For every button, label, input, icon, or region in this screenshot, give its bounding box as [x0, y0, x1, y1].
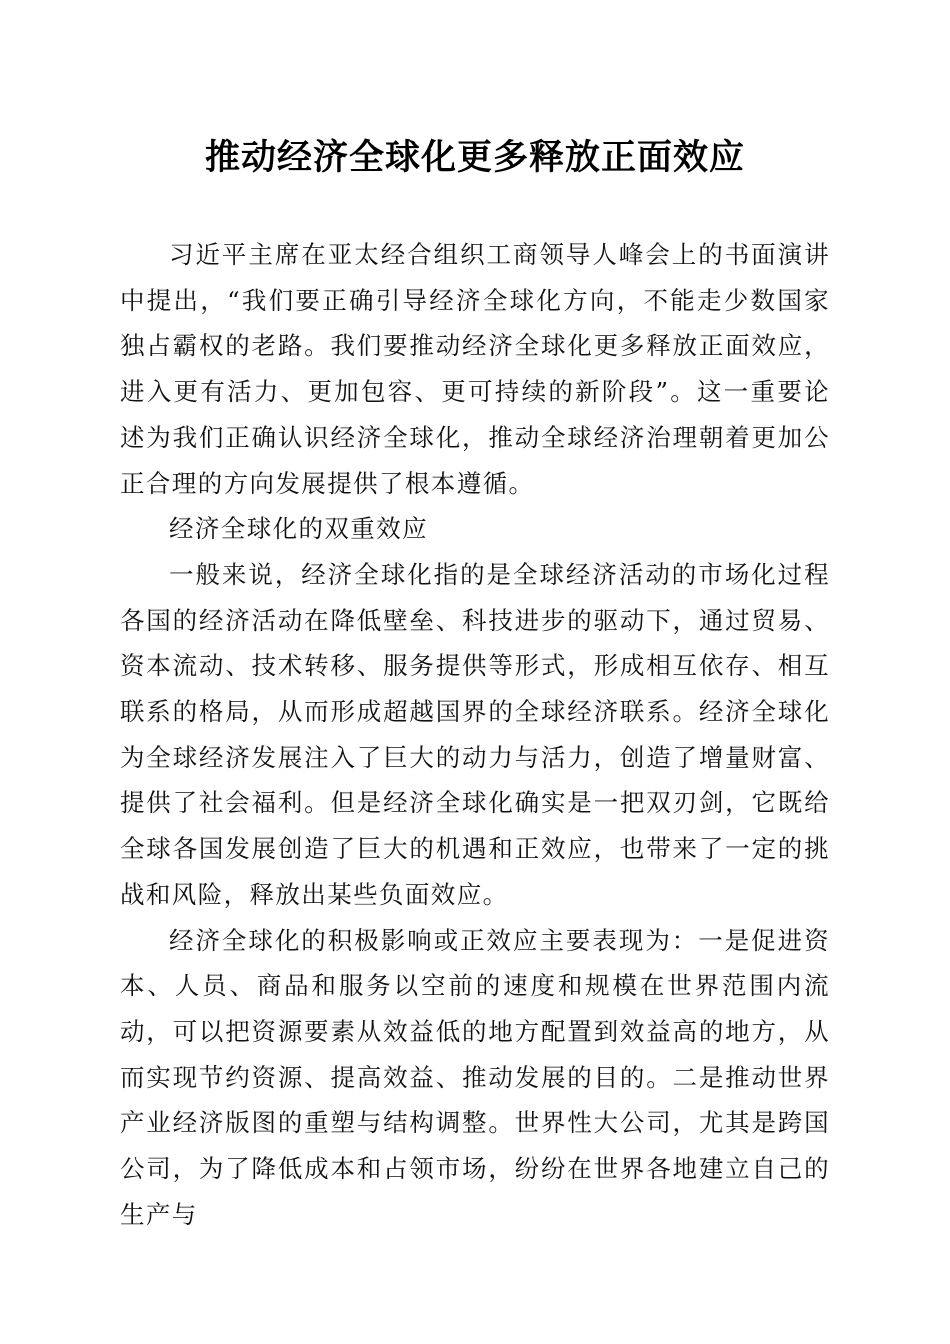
- document-title: 推动经济全球化更多释放正面效应: [204, 137, 745, 178]
- document-body: [120, 232, 830, 1237]
- paragraph-intro: 习近平主席在亚太经合组织工商领导人峰会上的书面演讲中提出，“我们要正确引导经济全球化方向，不能走少数国家独占霸权的老路。我们要推动经济全球化更多释放正面效应，进入更有活力、更加包容、更可持续的新阶段”。这一重要论述为我们正确认识经济全球化，推动全球经济治理朝着更加公正合理的方向发展提供了根本遵循。: [120, 240, 830, 498]
- section-heading: 经济全球化的双重效应: [169, 514, 428, 544]
- paragraph-positive-effects: 经济全球化的积极影响或正效应主要表现为：一是促进资本、人员、商品和服务以空前的速度和规模在世界范围内流动，可以把资源要素从效益低的地方配置到效益高的地方，从而实现节约资源、提高效益、推动发展的目的。二是推动世界产业经济版图的重塑与结构调整。世界性大公司，尤其是跨国公司，为了降低成本和占领市场，纷纷在世界各地建立自己的生产与: [120, 925, 830, 1229]
- paragraph-definition: 一般来说，经济全球化指的是全球经济活动的市场化过程各国的经济活动在降低壁垒、科技进步的驱动下，通过贸易、资本流动、技术转移、服务提供等形式，形成相互依存、相互联系的格局，从而形成超越国界的全球经济联系。经济全球化为全球经济发展注入了巨大的动力与活力，创造了增量财富、提供了社会福利。但是经济全球化确实是一把双刃剑，它既给全球各国发展创造了巨大的机遇和正效应，也带来了一定的挑战和风险，释放出某些负面效应。: [120, 559, 830, 909]
